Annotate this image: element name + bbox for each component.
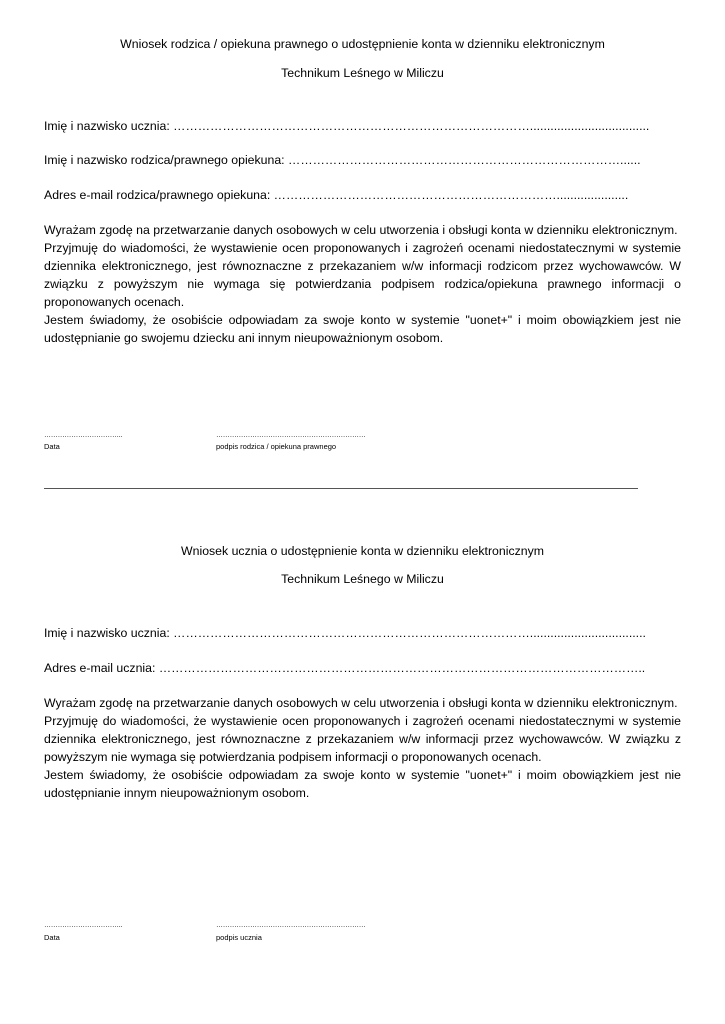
form1-responsibility-text: Jestem świadomy, że osobiście odpowiadam za swoje konto w systemie "uonet+" i moim obowiązkiem jest nie udostępnianie go swojemu dziecku ani innym nieupoważnionym osobom.	[44, 313, 681, 345]
form1-school: Technikum Leśnego w Miliczu	[281, 66, 444, 80]
form2-consent-text: Wyrażam zgodę na przetwarzanie danych osobowych w celu utworzenia i obsługi konta w dzienniku elektronicznym.	[44, 696, 678, 710]
form2-student-email-field: Adres e-mail ucznia: ………………………………………………………………………………………………………..	[44, 661, 646, 675]
form2-signature-line: …………………………………………………………	[216, 922, 366, 929]
form1-signature-line: …………………………………………………………	[216, 432, 366, 439]
form2-responsibility-text: Jestem świadomy, że osobiście odpowiadam za swoje konto w systemie "uonet+" i moim obowiązkiem jest nie udostępnianie innym nieupoważnionym osobom.	[44, 768, 681, 800]
form2-student-name-field: Imię i nazwisko ucznia: ……………………………………………………………………………..................................	[44, 626, 646, 640]
form2-school: Technikum Leśnego w Miliczu	[281, 572, 444, 586]
form1-signature-label: podpis rodzica / opiekuna prawnego	[216, 442, 337, 451]
form1-date-line: ……………………………..	[44, 432, 123, 439]
form1-parent-email-field: Adres e-mail rodzica/prawnego opiekuna: …………………………………………………………….....................	[44, 188, 629, 202]
form1-parent-name-field: Imię i nazwisko rodzica/prawnego opiekuna: ………………………………………………………………………......	[44, 153, 641, 167]
form1-student-name-field: Imię i nazwisko ucznia: ……………………………………………………………………………...................................	[44, 119, 650, 133]
form1-title: Wniosek rodzica / opiekuna prawnego o udostępnienie konta w dzienniku elektronicznym	[120, 37, 605, 51]
form2-date-line: ……………………………..	[44, 922, 123, 929]
form2-date-label: Data	[44, 933, 60, 942]
section-divider	[44, 488, 638, 489]
form1-date-label: Data	[44, 442, 60, 451]
form1-statement	[44, 221, 681, 347]
form1-acknowledgement-text: Przyjmuję do wiadomości, że wystawienie ocen proponowanych i zagrożeń ocenami niedostatecznymi w systemie dziennika elektronicznego, jest równoznaczne z przekazaniem w/w informacji rodzicom przez wychowawców. W związku z powyższym nie wymaga się potwierdzania podpisem rodzica/opiekuna prawnego informacji o proponowanych ocenach.	[44, 241, 681, 309]
form2-statement	[44, 694, 681, 802]
form2-title: Wniosek ucznia o udostępnienie konta w dzienniku elektronicznym	[181, 544, 544, 558]
form2-signature-label: podpis ucznia	[216, 933, 262, 942]
form2-acknowledgement-text: Przyjmuję do wiadomości, że wystawienie ocen proponowanych i zagrożeń ocenami niedostatecznymi w systemie dziennika elektronicznego, jest równoznaczne z przekazaniem w/w informacji przez wychowawców. W związku z powyższym nie wymaga się potwierdzania podpisem informacji o proponowanych ocenach.	[44, 714, 681, 764]
form1-consent-text: Wyrażam zgodę na przetwarzanie danych osobowych w celu utworzenia i obsługi konta w dzienniku elektronicznym.	[44, 223, 678, 237]
